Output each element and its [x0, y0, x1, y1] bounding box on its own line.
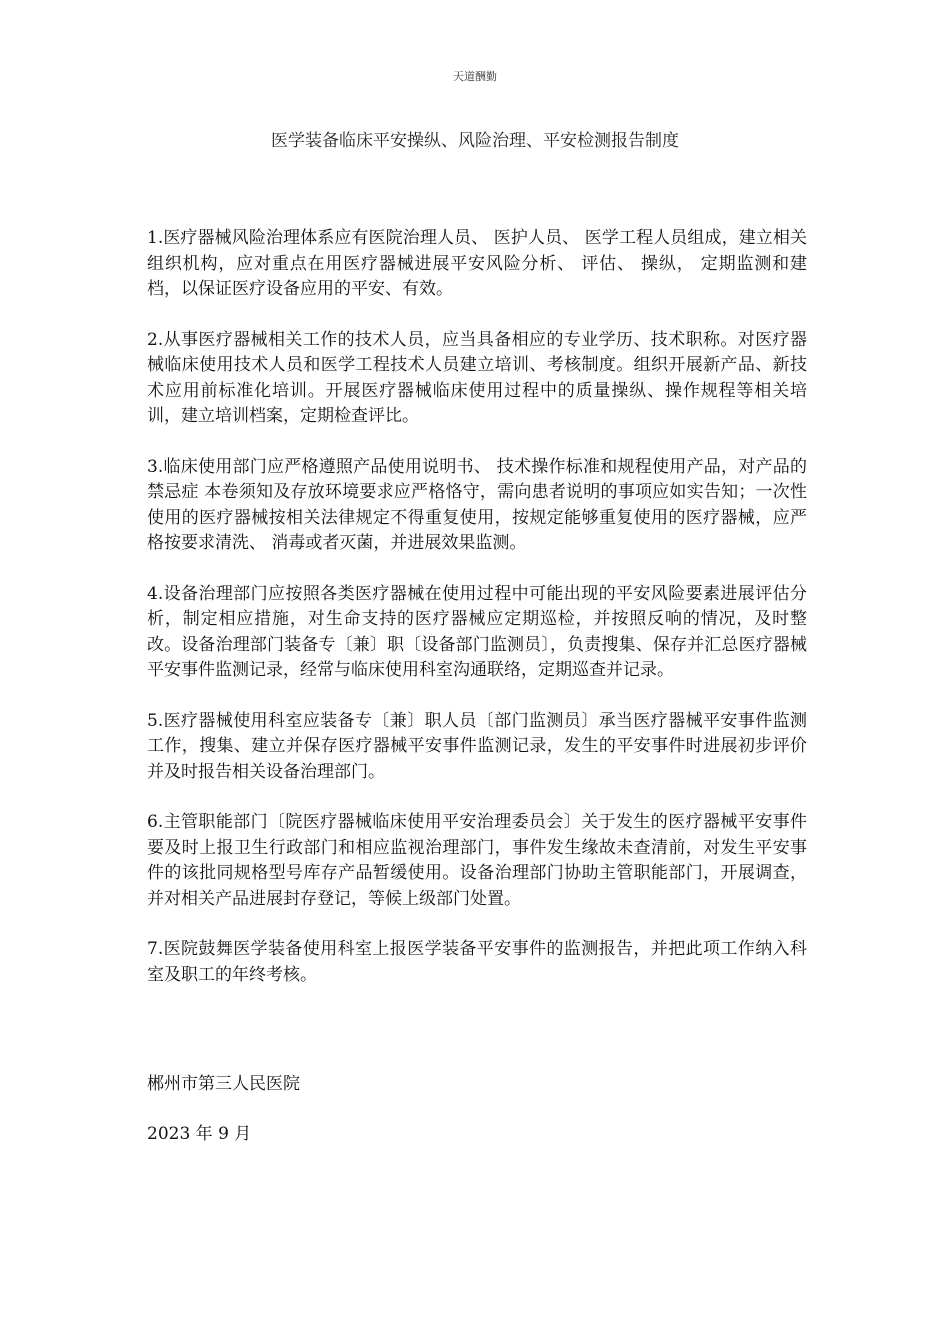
document-title: 医学装备临床平安操纵、风险治理、平安检测报告制度 — [271, 131, 679, 151]
paragraph-1: 1.医疗器械风险治理体系应有医院治理人员、 医护人员、 医学工程人员组成，建立相关组织机构，应对重点在用医疗器械进展平安风险分析、 评估、 操纵， 定期监测和建档，以保证医疗设备应用的平安、有效。 — [147, 228, 807, 299]
paragraph-3: 3.临床使用部门应严格遵照产品使用说明书、 技术操作标准和规程使用产品，对产品的禁忌症 本卷须知及存放环境要求应严格恪守，需向患者说明的事项应如实告知；一次性使用的医疗器械按相关法律规定不得重复使用，按规定能够重复使用的医疗器械，应严格按要求清洗、 消毒或者灭菌，并进展效果监测。 — [147, 456, 807, 553]
paragraph-2: 2.从事医疗器械相关工作的技术人员，应当具备相应的专业学历、技术职称。对医疗器械临床使用技术人员和医学工程技术人员建立培训、考核制度。组织开展新产品、新技术应用前标准化培训。开展医疗器械临床使用过程中的质量操纵、操作规程等相关培训，建立培训档案，定期检查评比。 — [147, 329, 807, 426]
paragraph-7: 7.医院鼓舞医学装备使用科室上报医学装备平安事件的监测报告，并把此项工作纳入科室及职工的年终考核。 — [147, 939, 807, 985]
page-header: 天道酬勤 — [453, 70, 497, 83]
paragraph-5: 5.医疗器械使用科室应装备专〔兼〕职人员〔部门监测员〕承当医疗器械平安事件监测工作，搜集、建立并保存医疗器械平安事件监测记录，发生的平安事件时进展初步评价并及时报告相关设备治理部门。 — [147, 710, 807, 782]
document-body — [147, 226, 807, 1013]
signature-date: 2023 年 9 月 — [147, 1124, 252, 1144]
paragraph-6: 6.主管职能部门〔院医疗器械临床使用平安治理委员会〕关于发生的医疗器械平安事件要及时上报卫生行政部门和相应监视治理部门，事件发生缘故未查清前，对发生平安事件的该批同规格型号库存产品暂缓使用。设备治理部门协助主管职能部门，开展调查，并对相关产品进展封存登记，等候上级部门处置。 — [147, 812, 807, 909]
signature-organization: 郴州市第三人民医院 — [147, 1074, 300, 1094]
paragraph-4: 4.设备治理部门应按照各类医疗器械在使用过程中可能出现的平安风险要素进展评估分析，制定相应措施，对生命支持的医疗器械应定期巡检，并按照反响的情况，及时整改。设备治理部门装备专〔兼〕职〔设备部门监测员〕，负责搜集、保存并汇总医疗器械平安事件监测记录，经常与临床使用科室沟通联络，定期巡查并记录。 — [147, 583, 807, 680]
